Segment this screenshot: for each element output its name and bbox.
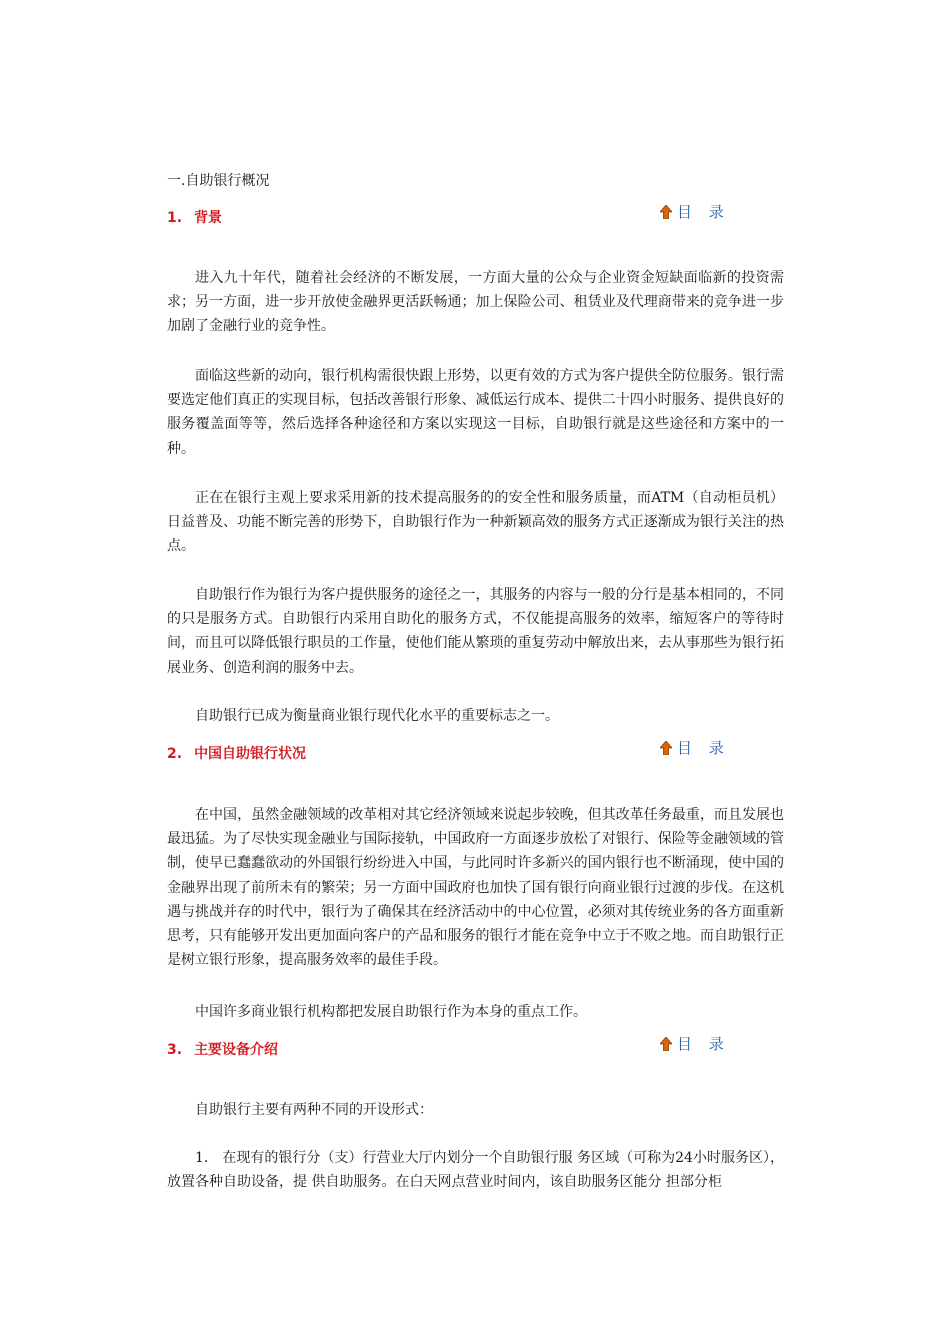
paragraph: 在中国，虽然金融领域的改革相对其它经济领域来说起步较晚，但其改革任务最重，而且发展也最迅猛。为了尽快实现金融业与国际接轨，中国政府一方面逐步放松了对银行、保险等金融领域的管制，使早已蠢蠢欲动的外国银行纷纷进入中国，与此同时许多新兴的国内银行也不断涌现，使中国的金融界出现了前所未有的繁荣；另一方面中国政府也加快了国有银行向商业银行过渡的步伐。在这机遇与挑战并存的时代中，银行为了确保其在经济活动中的中心位置，必须对其传统业务的各方面重新思考，只有能够开发出更加面向客户的产品和服务的银行才能在竞争中立于不败之地。而自助银行正是树立银行形象，提高服务效率的最佳手段。 [167, 807, 784, 969]
toc-link-section-3[interactable] [660, 1035, 730, 1053]
section-number: 2. [167, 746, 183, 762]
paragraph: 自助银行主要有两种不同的开设形式： [195, 1102, 433, 1118]
toc-link-section-2[interactable] [660, 739, 730, 757]
section-title: 中国自助银行状况 [194, 746, 307, 762]
up-arrow-icon [660, 205, 672, 219]
toc-link-section-1[interactable] [660, 203, 730, 221]
section-heading-equipment [167, 1041, 278, 1059]
up-arrow-icon [660, 1037, 672, 1051]
paragraph: 中国许多商业银行机构都把发展自助银行作为本身的重点工作。 [195, 1004, 587, 1020]
paragraph: 自助银行作为银行为客户提供服务的途径之一，其服务的内容与一般的分行是基本相同的，不同的只是服务方式。自助银行内采用自助化的服务方式，不仅能提高服务的效率，缩短客户的等待时间，而且可以降低银行职员的工作量，使他们能从繁琐的重复劳动中解放出来，去从事那些为银行拓展业务、创造利润的服务中去。 [167, 587, 784, 676]
section-heading-china-status [167, 745, 306, 763]
section-heading-background [167, 209, 222, 227]
document-title: 一.自助银行概况 [167, 173, 270, 189]
section-title: 主要设备介绍 [194, 1042, 279, 1058]
toc-link-label[interactable]: 目 录 [677, 203, 730, 221]
paragraph: 进入九十年代，随着社会经济的不断发展，一方面大量的公众与企业资金短缺面临新的投资需求；另一方面，进一步开放使金融界更活跃畅通；加上保险公司、租赁业及代理商带来的竞争进一步加剧了金融行业的竞争性。 [167, 270, 784, 335]
paragraph: 面临这些新的动向，银行机构需很快跟上形势，以更有效的方式为客户提供全防位服务。银行需要选定他们真正的实现目标，包括改善银行形象、减低运行成本、提供二十四小时服务、提供良好的服务覆盖面等等，然后选择各种途径和方案以实现这一目标，自助银行就是这些途径和方案中的一种。 [167, 368, 784, 457]
toc-link-label[interactable]: 目 录 [677, 739, 730, 757]
paragraph: 正在在银行主观上要求采用新的技术提高服务的的安全性和服务质量，而ATM（自动柜员机）日益普及、功能不断完善的形势下，自助银行作为一种新颖高效的服务方式正逐渐成为银行关注的热点。 [167, 490, 784, 555]
paragraph: 自助银行已成为衡量商业银行现代化水平的重要标志之一。 [195, 708, 559, 724]
section-title: 背景 [194, 210, 223, 226]
section-number: 1. [167, 210, 183, 226]
list-item: 1． 在现有的银行分（支）行营业大厅内划分一个自助银行服 务区域（可称为24小时服务区），放置各种自助设备，提 供自助服务。在白天网点营业时间内，该自助服务区能分 担部分柜 [167, 1150, 784, 1191]
section-number: 3. [167, 1042, 183, 1058]
toc-link-label[interactable]: 目 录 [677, 1035, 730, 1053]
up-arrow-icon [660, 741, 672, 755]
